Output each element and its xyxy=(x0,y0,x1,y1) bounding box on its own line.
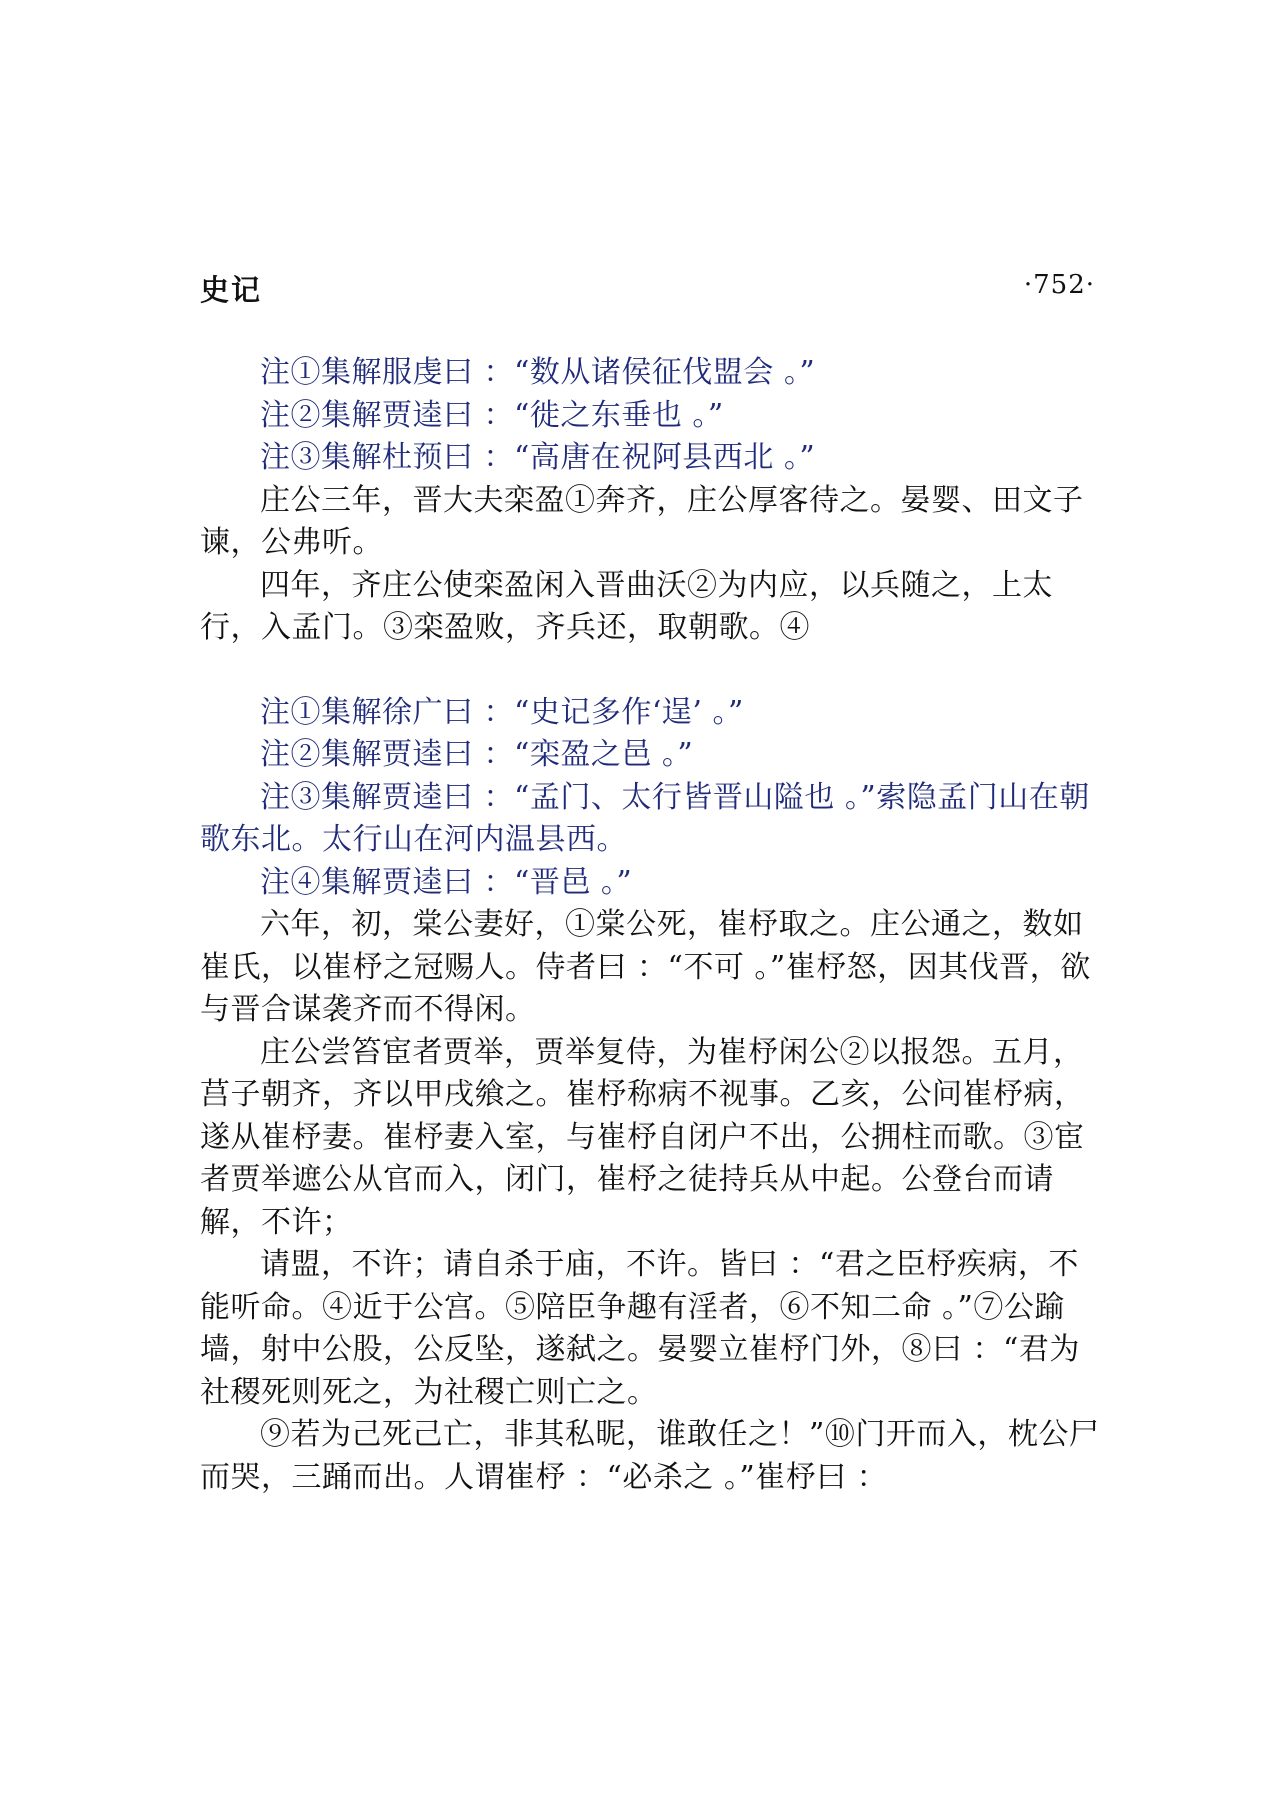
body-paragraph: 庄公三年，晋大夫栾盈①奔齐，庄公厚客待之。晏婴、田文子谏，公弗听。 xyxy=(200,482,1084,560)
body-paragraph: 请盟，不许；请自杀于庙，不许。皆曰 ：“君之臣杼疾病，不能听命。④近于公宫。⑤陪臣争趣有淫者，⑥不知二命 。”⑦公踰墙，射中公股，公反坠，遂弑之。晏婴立崔杼门外，⑧曰 ：“君为社稷死则死之，为社稷亡则亡之。 xyxy=(200,1247,1080,1410)
body-paragraph: 六年，初，棠公妻好，①棠公死，崔杼取之。庄公通之，数如崔氏，以崔杼之冠赐人。侍者曰 ：“不可 。”崔杼怒，因其伐晋，欲与晋合谋袭齐而不得闲。 xyxy=(200,907,1091,1027)
body-paragraph: 四年，齐庄公使栾盈闲入晋曲沃②为内应，以兵随之，上太行，入孟门。③栾盈败，齐兵还，取朝歌。④ xyxy=(200,567,1053,645)
page-number: ·752· xyxy=(1023,270,1095,300)
note-paragraph: 注②集解贾逵曰 ：“徙之东垂也 。” xyxy=(260,397,724,433)
page-header xyxy=(200,268,1095,312)
book-title: 史记 xyxy=(200,273,263,307)
note-paragraph: 注②集解贾逵曰 ：“栾盈之邑 。” xyxy=(260,737,694,772)
note-paragraph: 注①集解徐广曰 ：“史记多作‘逞’ 。” xyxy=(260,694,744,730)
note-paragraph: 注③集解贾逵曰 ：“孟门、太行皆晋山隘也 。”索隐孟门山在朝歌东北。太行山在河内温县西。 xyxy=(200,779,1090,857)
note-paragraph: 注④集解贾逵曰 ：“晋邑 。” xyxy=(260,864,633,900)
body-paragraph: 庄公尝笞宦者贾举，贾举复侍，为崔杼闲公②以报怨。五月，莒子朝齐，齐以甲戌飨之。崔杼称病不视事。乙亥，公问崔杼病，遂从崔杼妻。崔杼妻入室，与崔杼自闭户不出，公拥柱而歌。③宦者贾举遮公从官而入，闭门，崔杼之徒持兵从中起。公登台而请解，不许； xyxy=(200,1034,1085,1240)
note-paragraph: 注①集解服虔曰 ：“数从诸侯征伐盟会 。” xyxy=(260,355,816,390)
body-paragraph: ⑨若为己死己亡，非其私昵，谁敢任之！”⑩门开而入，枕公尸而哭，三踊而出。人谓崔杼 ：“必杀之 。”崔杼曰 ： xyxy=(200,1417,1100,1495)
paragraph-gap xyxy=(200,650,1105,692)
page-body xyxy=(200,352,1105,1499)
note-paragraph: 注③集解杜预曰 ：“高唐在祝阿县西北 。” xyxy=(260,440,816,475)
